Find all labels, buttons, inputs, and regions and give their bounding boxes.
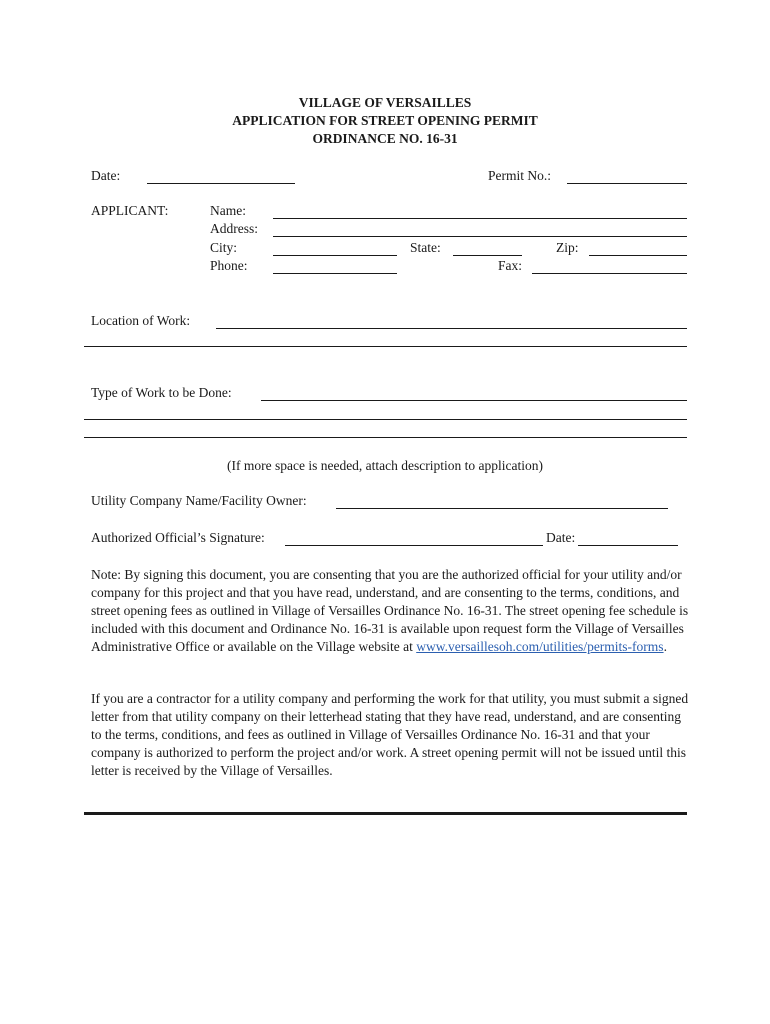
date-label: Date:: [91, 168, 121, 183]
signature-date-field[interactable]: [578, 545, 678, 546]
signature-date-label: Date:: [546, 530, 576, 545]
permit-number-field[interactable]: [567, 183, 687, 184]
address-label: Address:: [210, 221, 258, 236]
location-of-work-label: Location of Work:: [91, 313, 191, 328]
signature-label: Authorized Official’s Signature:: [91, 530, 265, 545]
state-field[interactable]: [453, 255, 522, 256]
fax-label: Fax:: [498, 258, 523, 273]
type-of-work-field-line-2[interactable]: [84, 419, 687, 420]
name-field[interactable]: [273, 218, 687, 219]
title-application: APPLICATION FOR STREET OPENING PERMIT: [232, 113, 538, 128]
type-of-work-label: Type of Work to be Done:: [91, 385, 232, 400]
website-link[interactable]: www.versaillesoh.com/utilities/permits-forms: [416, 639, 664, 654]
applicant-label: APPLICANT:: [91, 203, 169, 218]
address-field[interactable]: [273, 236, 687, 237]
title-village: VILLAGE OF VERSAILLES: [298, 95, 472, 110]
city-label: City:: [210, 240, 238, 255]
bottom-divider: [84, 812, 687, 815]
consent-note-end: .: [663, 639, 667, 654]
fax-field[interactable]: [532, 273, 687, 274]
phone-field[interactable]: [273, 273, 397, 274]
name-label: Name:: [210, 203, 246, 218]
date-field[interactable]: [147, 183, 295, 184]
consent-note-text: Note: By signing this document, you are consenting that you are the authorized official for your utility and/or company for this project and that you have read, understand, and are consenting to the terms, conditions, and street opening fees as outlined in Village of Versailles Ordinance No. 16-31. The street opening fee schedule is included with this document and Ordinance No. 16-31 is available upon request form the Village of Versailles Administrative Office or available on the Village website at: [91, 567, 689, 654]
city-field[interactable]: [273, 255, 397, 256]
zip-label: Zip:: [556, 240, 579, 255]
type-of-work-field[interactable]: [261, 400, 687, 401]
space-note: (If more space is needed, attach description to application): [227, 458, 543, 473]
state-label: State:: [410, 240, 441, 255]
signature-field[interactable]: [285, 545, 543, 546]
title-ordinance: ORDINANCE NO. 16-31: [312, 131, 458, 146]
contractor-paragraph: If you are a contractor for a utility company and performing the work for that utility, you must submit a signed letter from that utility company on their letterhead stating that they have read, understand, and are consenting to the terms, conditions, and fees as outlined in Village of Versailles Ordinance No. 16-31 and that your company is authorized to perform the project and/or work. A street opening permit will not be issued until this letter is received by the Village of Versailles.: [91, 691, 689, 778]
permit-number-label: Permit No.:: [488, 168, 551, 183]
utility-company-field[interactable]: [336, 508, 668, 509]
phone-label: Phone:: [210, 258, 248, 273]
utility-company-label: Utility Company Name/Facility Owner:: [91, 493, 307, 508]
location-of-work-field-line-2[interactable]: [84, 346, 687, 347]
type-of-work-field-line-3[interactable]: [84, 437, 687, 438]
zip-field[interactable]: [589, 255, 687, 256]
consent-note: [91, 566, 691, 656]
location-of-work-field[interactable]: [216, 328, 687, 329]
